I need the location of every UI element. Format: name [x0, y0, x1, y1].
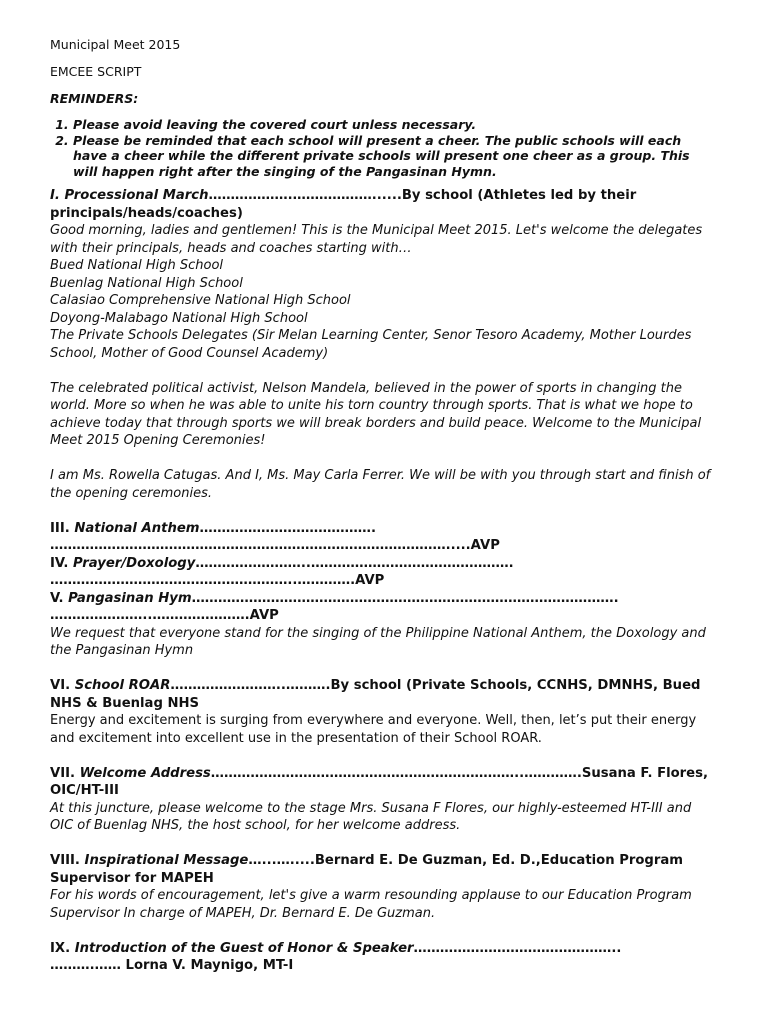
- section-number: IX.: [50, 940, 75, 956]
- welcome-address-text: At this juncture, please welcome to the stage Mrs. Susana F Flores, our highly-esteemed HT-III and OIC of Buenlag NHS, the host school, for her welcome address.: [50, 800, 692, 833]
- section-number: VII.: [50, 765, 80, 781]
- school-name: Doyong-Malabago National High School: [50, 310, 308, 326]
- section-assignee: By school (Private Schools, CCNHS, DMNHS, Bued NHS & Buenlag NHS: [50, 678, 701, 711]
- section-title: Processional March: [64, 188, 209, 203]
- school-name: Calasiao Comprehensive National High School: [50, 293, 351, 308]
- section-guest-introduction: [50, 940, 715, 958]
- section-dots: ……………………..……………………………………….: [195, 555, 514, 571]
- section-assignee-line: …………………..………………….AVP: [50, 608, 279, 623]
- section-title: Pangasinan Hym: [68, 590, 192, 606]
- reminders-list: [50, 117, 715, 179]
- section-title: Introduction of the Guest of Honor & Speaker: [74, 940, 414, 956]
- section-inspirational-message: [50, 852, 715, 887]
- school-roar-text: Energy and excitement is surging from everywhere and everyone. Well, then, let’s put their energy and excitement into excellent use in the presentation of their School ROAR.: [50, 713, 697, 746]
- section-number: V.: [50, 590, 69, 606]
- section-dots: …...….....: [248, 853, 315, 868]
- section-assignee: Bernard E. De Guzman, Ed. D.,Education Program Supervisor for MAPEH: [50, 853, 684, 886]
- section-assignee-line: ………………………………………………..………….AVP: [50, 573, 385, 588]
- section-school-roar: [50, 677, 715, 712]
- section-title: National Anthem: [74, 520, 200, 536]
- section-dots: ……………….………………......: [208, 188, 402, 203]
- section-dots: ……………………..……….: [170, 678, 331, 693]
- section-assignee: By school (Athletes led by their principals/heads/coaches): [50, 188, 637, 221]
- section-number: III.: [50, 520, 75, 536]
- section-pangasinan-hymn: [50, 590, 715, 608]
- section-number: I.: [50, 188, 65, 203]
- section-assignee: .Susana F. Flores, OIC/HT-III: [50, 765, 708, 798]
- processional-intro: Good morning, ladies and gentlemen! This is the Municipal Meet 2015. Let's welcome the delegates with their principals, heads and coaches starting with…: [50, 223, 703, 256]
- anthem-request: We request that everyone stand for the singing of the Philippine National Anthem, the Doxology and the Pangasinan Hymn: [50, 625, 706, 658]
- section-title: School ROAR: [74, 678, 171, 693]
- section-number: IV.: [50, 555, 74, 571]
- section-processional-march: [50, 187, 715, 222]
- private-schools-delegates: The Private Schools Delegates (Sir Melan Learning Center, Senor Tesoro Academy, Mother Lourdes School, Mother of Good Counsel Academy): [50, 328, 692, 361]
- reminder-item: 1. Please avoid leaving the covered court unless necessary.: [73, 117, 715, 133]
- reminders-label: REMINDERS:: [50, 91, 139, 106]
- doc-title: Municipal Meet 2015: [50, 37, 181, 52]
- inspirational-message-text: For his words of encouragement, let's give a warm resounding applause to our Education Program Supervisor In charge of MAPEH, Dr. Bernard E. De Guzman.: [50, 888, 692, 921]
- doc-subtitle: EMCEE SCRIPT: [50, 64, 142, 79]
- section-number: VIII.: [50, 853, 85, 868]
- section-dots: ………………………………………..: [413, 940, 622, 956]
- section-title: Inspirational Message: [84, 853, 249, 868]
- section-title: Prayer/Doxology: [73, 555, 196, 571]
- section-dots: ………………………………….: [199, 520, 376, 536]
- school-name: Buenlag National High School: [50, 275, 243, 291]
- section-prayer-doxology: [50, 555, 715, 573]
- section-welcome-address: [50, 765, 715, 800]
- section-title: Welcome Address: [79, 765, 211, 781]
- mandela-paragraph: The celebrated political activist, Nelson Mandela, believed in the power of sports in changing the world. More so when he was able to unite his torn country through sports. That is what we hope to achieve today that through sports we will break borders and build peace. Welcome to the Municipal Meet 2015 Opening Ceremonies!: [50, 380, 702, 448]
- school-name: Bued National High School: [50, 258, 224, 273]
- section-dots: ……………………………………………………………..…………: [210, 765, 577, 781]
- section-number: VI.: [50, 678, 75, 693]
- reminder-item: 2. Please be reminded that each school will present a cheer. The public schools will each have a cheer while the different private schools will present one cheer as a group. This will happen right after the singing of the Pangasinan Hymn.: [73, 133, 715, 180]
- section-assignee-line: ……………………………………………………………………………….....AVP: [50, 538, 500, 553]
- section-assignee-line: ……….…… Lorna V. Maynigo, MT-I: [50, 958, 294, 973]
- section-national-anthem: [50, 520, 715, 538]
- emcee-introduction: I am Ms. Rowella Catugas. And I, Ms. May Carla Ferrer. We will be with you through start and finish of the opening ceremonies.: [50, 468, 711, 501]
- section-dots: …………………………………………………………………………………….: [191, 590, 619, 606]
- document-page: [50, 36, 715, 975]
